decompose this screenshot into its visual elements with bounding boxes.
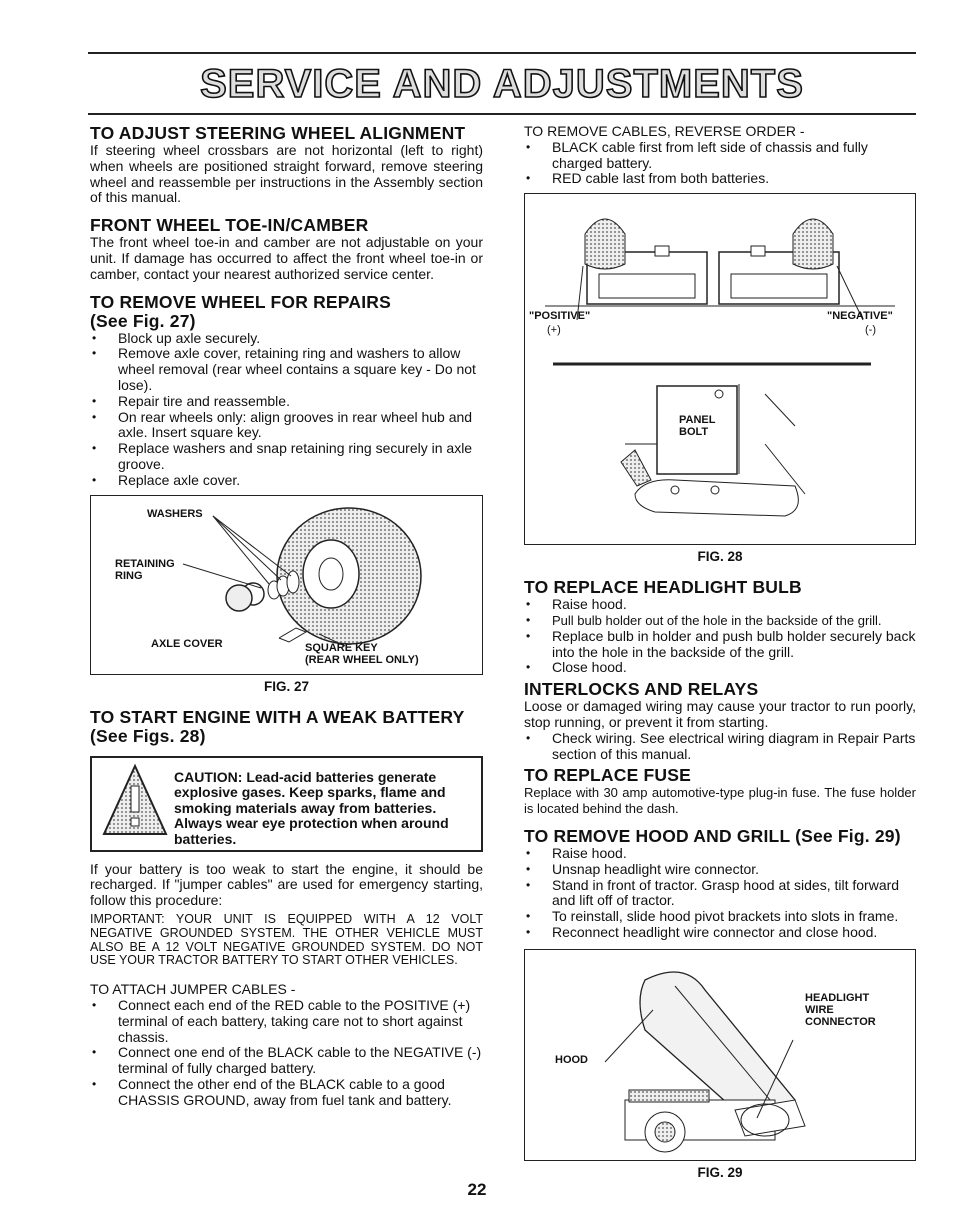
fig27-caption: FIG. 27 <box>263 678 309 694</box>
fig27-box <box>90 495 483 675</box>
page-title: SERVICE AND ADJUSTMENTS <box>200 62 804 106</box>
list-item: • Repair tire and reassemble. <box>90 394 483 410</box>
list-item: • Stand in front of tractor. Grasp hood at sides, tilt forward and lift off of tractor. <box>524 878 916 910</box>
weak-battery-heading: TO START ENGINE WITH A WEAK BATTERY <box>90 706 465 727</box>
right-column <box>524 124 916 1180</box>
headlight-heading: TO REPLACE HEADLIGHT BULB <box>524 577 802 598</box>
square-key-label-1: SQUARE KEY <box>305 641 378 654</box>
remove-cables-heading: TO REMOVE CABLES, REVERSE ORDER - <box>524 123 805 139</box>
list-item: • BLACK cable first from left side of chassis and fully charged battery. <box>524 140 916 172</box>
list-item: • Connect the other end of the BLACK cable to a good CHASSIS GROUND, away from fuel tank and battery. <box>90 1077 483 1109</box>
bolt-label: BOLT <box>679 426 709 439</box>
headlight-wire-label-3: CONNECTOR <box>805 1015 876 1028</box>
toe-heading: FRONT WHEEL TOE-IN/CAMBER <box>90 215 369 236</box>
fig29-box <box>524 949 916 1161</box>
axle-cover-label: AXLE COVER <box>151 637 223 650</box>
list-item: • To reinstall, slide hood pivot brackets into slots in frame. <box>524 909 916 925</box>
fuse-heading: TO REPLACE FUSE <box>524 765 692 786</box>
attach-heading: TO ATTACH JUMPER CABLES - <box>90 981 296 998</box>
left-column <box>90 124 483 1109</box>
negative-label: "NEGATIVE" <box>827 310 893 323</box>
panel-label: PANEL <box>679 414 716 427</box>
fig28-box <box>524 193 916 545</box>
list-item: • Replace axle cover. <box>90 473 483 489</box>
headlight-wire-label-2: WIRE <box>805 1003 834 1016</box>
interlocks-body: Loose or damaged wiring may cause your tractor to run poorly, stop running, or prevent it from starting. <box>524 698 916 730</box>
page-number: 22 <box>467 1180 487 1199</box>
positive-label: "POSITIVE" <box>529 310 591 323</box>
retaining-ring-label-1: RETAINING <box>115 557 175 570</box>
list-item: • Unsnap headlight wire connector. <box>524 862 916 878</box>
title-rule <box>88 113 916 115</box>
remove-wheel-heading: TO REMOVE WHEEL FOR REPAIRS <box>90 291 391 312</box>
list-item: • Remove axle cover, retaining ring and washers to allow wheel removal (rear wheel contains a square key - Do not lose). <box>90 346 483 393</box>
caution-text: CAUTION: Lead-acid batteries generate explosive gases. Keep sparks, flame and smoking materials away from batteries. Always wear eye protection when around batteries. <box>174 768 449 847</box>
list-item: • Check wiring. See electrical wiring diagram in Repair Parts section of this manual. <box>524 731 916 763</box>
fuse-body: Replace with 30 amp automotive-type plug-in fuse. The fuse holder is located behind the dash. <box>524 785 916 817</box>
list-item: • Replace bulb in holder and push bulb holder securely back into the hole in the backside of the grill. <box>524 629 916 661</box>
hood-label: HOOD <box>555 1053 588 1066</box>
list-item: • Connect one end of the BLACK cable to the NEGATIVE (-) terminal of fully charged battery. <box>90 1045 483 1077</box>
hood-heading: TO REMOVE HOOD AND GRILL (See Fig. 29) <box>524 825 901 846</box>
list-item: • Raise hood. <box>524 597 916 613</box>
fig29-caption: FIG. 29 <box>697 1164 743 1180</box>
hood-list <box>524 846 916 941</box>
interlocks-list <box>524 731 916 763</box>
remove-wheel-list <box>90 331 483 489</box>
steering-body: If steering wheel crossbars are not horizontal (left to right) when wheels are positioned straight forward, remove steering wheel and reassemble per instructions in the Assembly section of this manual. <box>90 142 483 206</box>
important-note: IMPORTANT: YOUR UNIT IS EQUIPPED WITH A 12 VOLT NEGATIVE GROUNDED SYSTEM. THE OTHER VEHICLE MUST ALSO BE A 12 VOLT NEGATIVE GROUNDED SYSTEM. DO NOT USE YOUR TRACTOR BATTERY TO START OTHER VEHICLES. <box>90 911 483 968</box>
headlight-wire-label-1: HEADLIGHT <box>805 991 870 1004</box>
list-item: • Raise hood. <box>524 846 916 862</box>
remove-cables-list <box>524 140 916 187</box>
list-item: • Close hood. <box>524 660 916 676</box>
caution-box <box>90 756 483 852</box>
fig28-caption: FIG. 28 <box>697 549 743 565</box>
warning-triangle-icon <box>100 758 170 848</box>
top-rule <box>88 52 916 54</box>
weak-battery-body: If your battery is too weak to start the engine, it should be recharged. If "jumper cables" are used for emergency starting, follow this procedure: <box>90 860 483 909</box>
square-key-label-2: (REAR WHEEL ONLY) <box>305 653 419 666</box>
toe-body: The front wheel toe-in and camber are not adjustable on your unit. If damage has occurred to affect the front wheel toe-in or camber, contact your nearest authorized service center. <box>90 234 483 282</box>
washers-label: WASHERS <box>147 507 203 520</box>
list-item: • Block up axle securely. <box>90 331 483 347</box>
list-item: • Connect each end of the RED cable to the POSITIVE (+) terminal of each battery, taking care not to short against chassis. <box>90 998 483 1045</box>
headlight-list <box>524 597 916 676</box>
list-item: • Pull bulb holder out of the hole in the backside of the grill. <box>524 613 916 629</box>
list-item: • RED cable last from both batteries. <box>524 171 916 187</box>
list-item: • Replace washers and snap retaining ring securely in axle groove. <box>90 441 483 473</box>
wheel-diagram <box>91 496 481 674</box>
list-item: • On rear wheels only: align grooves in rear wheel hub and axle. Insert square key. <box>90 410 483 442</box>
interlocks-heading: INTERLOCKS AND RELAYS <box>524 679 759 700</box>
remove-wheel-subheading: (See Fig. 27) <box>90 310 196 331</box>
retaining-ring-label-2: RING <box>115 569 143 582</box>
positive-sign: (+) <box>547 324 561 337</box>
battery-diagram <box>525 194 914 544</box>
weak-battery-subheading: (See Figs. 28) <box>90 725 206 746</box>
negative-sign: (-) <box>865 324 876 337</box>
list-item: • Reconnect headlight wire connector and close hood. <box>524 925 916 941</box>
attach-list <box>90 998 483 1109</box>
steering-heading: TO ADJUST STEERING WHEEL ALIGNMENT <box>90 123 466 143</box>
